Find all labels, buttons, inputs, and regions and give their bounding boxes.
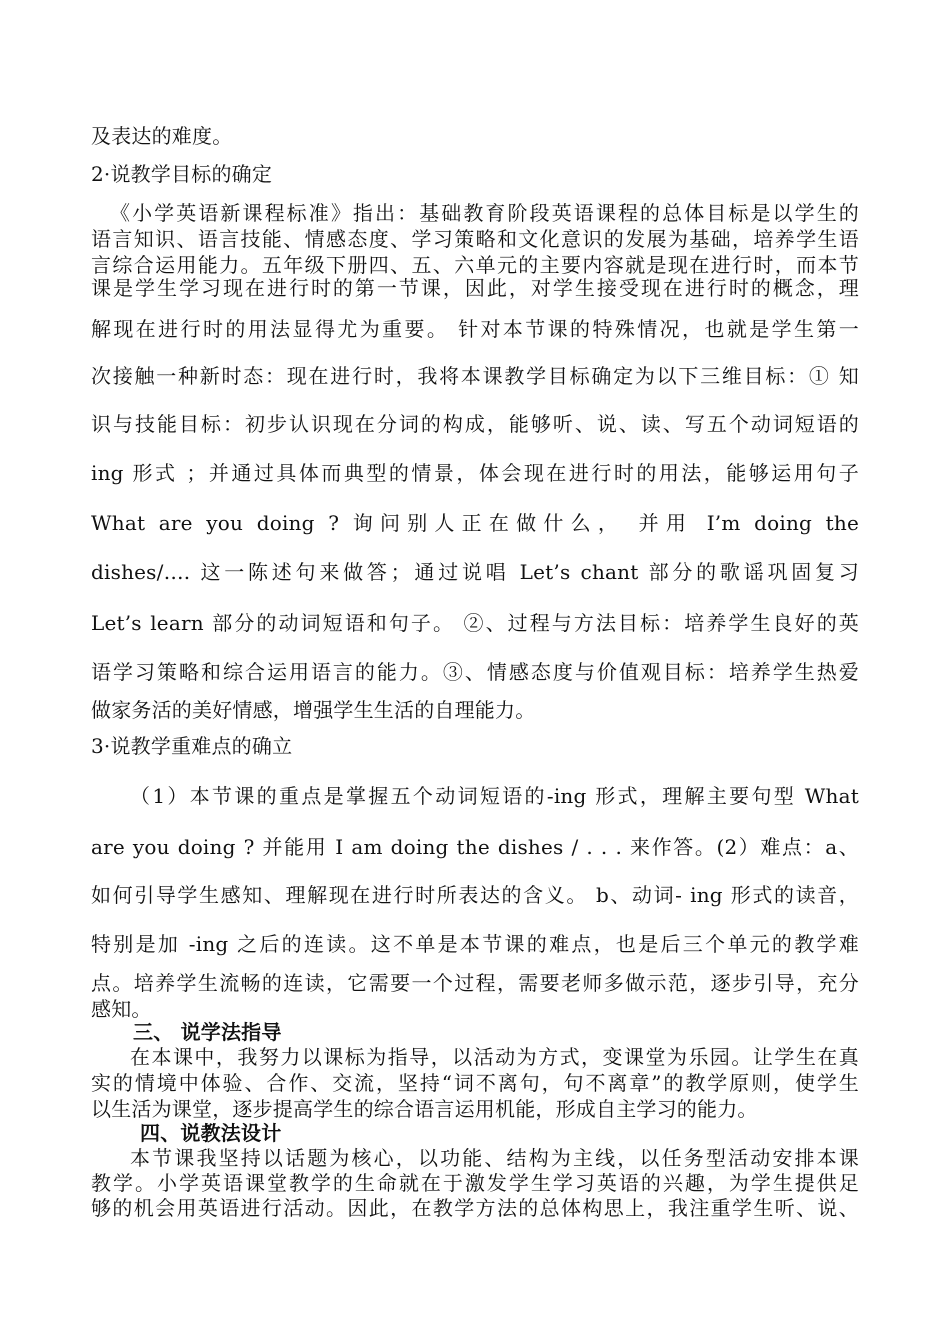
section-heading: 三、 说学法指导 [133,1020,282,1044]
section-heading: 3·说教学重难点的确立 [91,734,293,758]
text-line: are you doing ? 并能用 I am doing the dishes / . . . 来作答。(2）难点：a、 [91,835,859,859]
text-line: 《小学英语新课程标准》指出：基础教育阶段英语课程的总体目标是以学生的 [110,201,859,225]
text-line: 如何引导学生感知、理解现在进行时所表达的含义。 b、动词- ing 形式的读音， [91,883,859,907]
text-line: 实的情境中体验、合作、交流，坚持“词不离句，句不离章”的教学原则，使学生 [91,1071,859,1095]
text-line: Let’s learn 部分的动词短语和句子。 ②、过程与方法目标：培养学生良好的英 [91,611,859,635]
section-heading: 2·说教学目标的确定 [91,162,273,186]
text-line: 及表达的难度。 [91,124,233,148]
text-line: 言综合运用能力。五年级下册四、五、六单元的主要内容就是现在进行时，而本节 [91,253,859,277]
text-line: 做家务活的美好情感，增强学生生活的自理能力。 [91,698,536,722]
text-line: 以生活为课堂，逐步提高学生的综合语言运用机能，形成自主学习的能力。 [91,1097,758,1121]
text-line: 在本课中，我努力以课标为指导，以活动为方式，变课堂为乐园。让学生在真 [130,1045,859,1069]
text-line: 识与技能目标：初步认识现在分词的构成，能够听、说、读、写五个动词短语的 [91,412,859,436]
text-line: What are you doing ? 询问别人正在做什么， 并用 I’m doing the [91,511,859,535]
text-line: （1）本节课的重点是掌握五个动词短语的-ing 形式，理解主要句型 What [130,784,859,808]
text-line: 课是学生学习现在进行时的第一节课，因此，对学生接受现在进行时的概念，理 [91,276,859,300]
text-line: 教学。小学英语课堂教学的生命就在于激发学生学习英语的兴趣，为学生提供足 [91,1171,859,1195]
section-heading: 四、说教法设计 [140,1121,282,1145]
text-line: 感知。 [91,997,152,1021]
text-line: 语学习策略和综合运用语言的能力。③、情感态度与价值观目标：培养学生热爱 [91,660,859,684]
text-line: 够的机会用英语进行活动。因此，在教学方法的总体构思上，我注重学生听、说、 [91,1196,859,1220]
text-line: 点。培养学生流畅的连读，它需要一个过程，需要老师多做示范，逐步引导，充分 [91,971,859,995]
text-line: 本节课我坚持以话题为核心，以功能、结构为主线，以任务型活动安排本课 [130,1146,859,1170]
text-line: 次接触一种新时态：现在进行时，我将本课教学目标确定为以下三维目标：① 知 [91,364,859,388]
text-line: 解现在进行时的用法显得尤为重要。 针对本节课的特殊情况，也就是学生第一 [91,317,859,341]
text-line: 特别是加 -ing 之后的连读。这不单是本节课的难点，也是后三个单元的教学难 [91,932,859,956]
text-line: 语言知识、语言技能、情感态度、学习策略和文化意识的发展为基础，培养学生语 [91,227,859,251]
text-line: ing 形式 ；并通过具体而典型的情景，体会现在进行时的用法，能够运用句子 [91,461,859,485]
text-line: dishes/…. 这一陈述句来做答；通过说唱 Let’s chant 部分的歌谣巩固复习 [91,560,859,584]
